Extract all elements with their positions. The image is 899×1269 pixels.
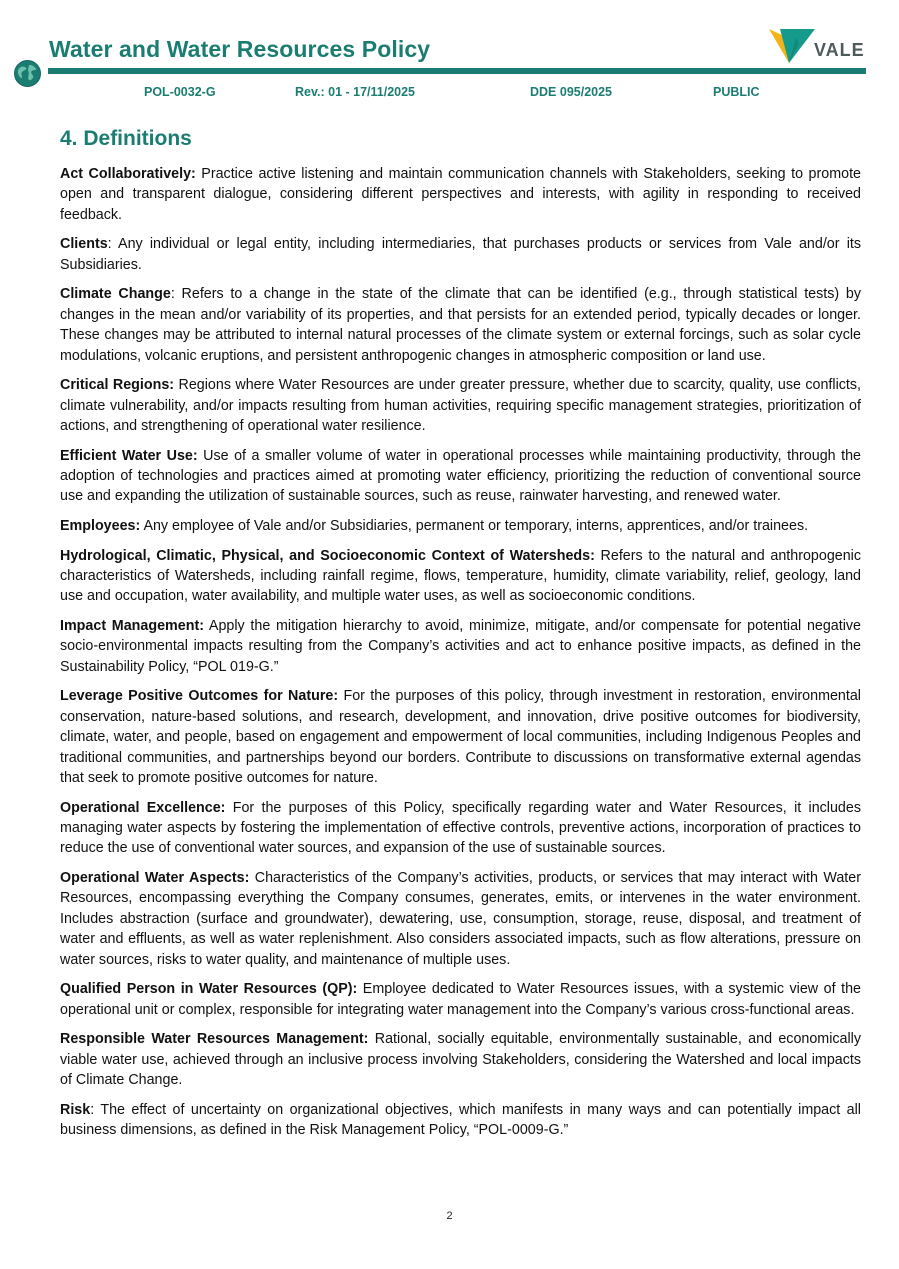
definition-item — [60, 234, 861, 275]
document-title: Water and Water Resources Policy — [49, 36, 431, 62]
definition-term: Employees: — [60, 518, 141, 535]
globe-icon — [14, 60, 41, 87]
definition-item — [60, 798, 861, 859]
definition-item — [60, 1100, 861, 1141]
definition-term: Efficient Water Use: — [60, 447, 198, 464]
definition-term: Operational Water Aspects: — [60, 870, 250, 887]
definition-term: Operational Excellence: — [60, 799, 226, 816]
definition-text: For the purposes of this Policy, specifically regarding water and Water Resources, it includes managing water aspects by fostering the implementation of effective controls, preventive actions, incorporation of practices to reduce the use of conventional water sources, and expansion of the use of sustainable sources. — [60, 799, 861, 857]
definition-text: : Any individual or legal entity, including intermediaries, that purchases products or services from Vale and/or its Subsidiaries. — [60, 236, 861, 273]
definition-term: Critical Regions: — [60, 377, 175, 394]
definition-item — [60, 164, 861, 225]
page-number: 2 — [446, 1210, 453, 1222]
definition-text: Any employee of Vale and/or Subsidiaries, permanent or temporary, interns, apprentices, and/or trainees. — [140, 518, 809, 535]
definition-text: Use of a smaller volume of water in operational processes while maintaining productivity, through the adoption of technologies and practices aimed at promoting water efficiency, prioritizing the reduction of conventional source use and expanding the utilization of sustainable sources, such as reuse, rainwater harvesting, and renewed water. — [60, 447, 861, 505]
definition-item — [60, 616, 861, 677]
definition-text: Practice active listening and maintain communication channels with Stakeholders, seeking to promote open and transparent dialogue, considering different perspectives and interests, with agility in responding to received feedback. — [60, 166, 861, 223]
definition-text: Employee dedicated to Water Resources issues, with a systemic view of the operational unit or complex, responsible for integrating water management into the Company’s various cross-functional areas. — [60, 981, 861, 1018]
definition-text: Characteristics of the Company’s activities, products, or services that may interact with Water Resources, encompassing everything the Company consumes, generates, emits, or intervenes in the water environment. Includes abstraction (surface and groundwater), dewatering, use, consumption, storage, reuse, disposal, and treatment of water and effluents, as well as water replenishment. Also considers associated impacts, such as flow alterations, pressure on water sources, risks to water quality, and maintenance of multiple uses. — [60, 870, 861, 968]
definition-term: Responsible Water Resources Management: — [60, 1031, 369, 1048]
definition-text: Regions where Water Resources are under greater pressure, whether due to scarcity, quality, use conflicts, climate vulnerability, and/or impacts resulting from human activities, requiring specific management strategies, prioritization of actions, and strengthening of operational water resilience. — [60, 377, 861, 435]
vale-logo-text: VALE — [814, 40, 865, 60]
definition-text: : Refers to a change in the state of the climate that can be identified (e.g., through statistical tests) by changes in the mean and/or variability of its properties, and that persists for an extended period, typically decades or longer. These changes may be attributed to internal natural processes of the climate system or external forcings, such as solar cycle modulations, volcanic eruptions, and persistent anthropogenic changes in atmospheric composition or land use. — [60, 286, 861, 364]
definition-text: Rational, socially equitable, environmentally sustainable, and economically viable water use, achieved through an inclusive process involving Stakeholders, considering the Watershed and local impacts of Climate Change. — [60, 1031, 861, 1089]
definition-term: Qualified Person in Water Resources (QP): — [60, 981, 358, 998]
definition-text: For the purposes of this policy, through investment in restoration, environmental conservation, nature-based solutions, and research, development, and innovation, drive positive outcomes for biodiversity, climate, water, and people, based on engagement and empowerment of local communities, including Indigenous Peoples and traditional communities, and partnerships beyond our borders. Contribute to discussions on transformative external agendas that seek to promote positive outcomes for nature. — [60, 688, 861, 787]
dde-number: DDE 095/2025 — [530, 85, 613, 99]
definition-item — [60, 868, 861, 970]
document-code: POL-0032-G — [144, 85, 216, 99]
definition-text: Refers to the natural and anthropogenic characteristics of Watersheds, including rainfall regime, flows, temperature, humidity, climate variability, relief, geology, land use and occupation, water availability, and multiple water uses, as well as socioeconomic conditions. — [60, 547, 861, 605]
definition-item — [60, 979, 861, 1020]
definition-text: : The effect of uncertainty on organizational objectives, which manifests in many ways and can potentially impact all business dimensions, as defined in the Risk Management Policy, “POL-0009-G.” — [60, 1101, 861, 1139]
definitions-list — [60, 164, 861, 1150]
definition-item — [60, 446, 861, 507]
definition-item — [60, 686, 861, 788]
definition-term: Act Collaboratively: — [60, 166, 196, 182]
definition-term: Climate Change — [60, 286, 171, 303]
definition-term: Clients — [60, 236, 108, 253]
definition-item — [60, 516, 861, 536]
definition-item — [60, 1029, 861, 1090]
definition-text: Apply the mitigation hierarchy to avoid, minimize, mitigate, and/or compensate for potential negative socio-environmental impacts resulting from the Company’s activities and act to enhance positive impacts, as defined in the Sustainability Policy, “POL 019-G.” — [60, 618, 862, 675]
section-title: 4. Definitions — [60, 127, 192, 150]
definition-term: Hydrological, Climatic, Physical, and Socioeconomic Context of Watersheds: — [60, 547, 595, 564]
revision-info: Rev.: 01 - 17/11/2025 — [295, 85, 415, 99]
definition-item — [60, 375, 861, 436]
definition-term: Impact Management: — [60, 618, 204, 635]
definition-item — [60, 546, 861, 607]
classification-label: PUBLIC — [713, 85, 760, 99]
definition-term: Risk — [60, 1101, 91, 1118]
definition-item — [60, 284, 861, 366]
header-divider — [48, 68, 866, 74]
definition-term: Leverage Positive Outcomes for Nature: — [60, 688, 339, 705]
